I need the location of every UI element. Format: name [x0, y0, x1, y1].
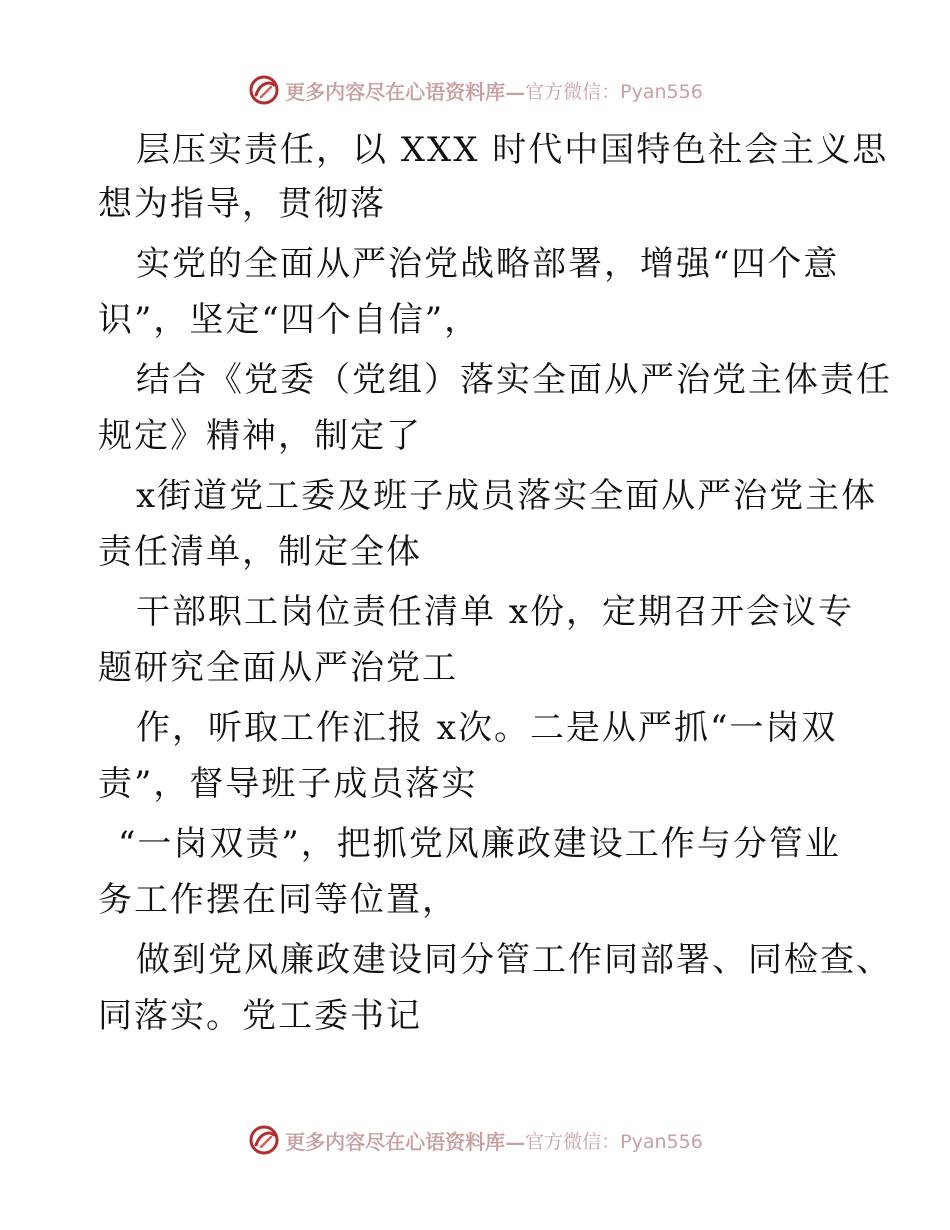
body-line: 想为指导，贯彻落 — [98, 184, 386, 224]
watermark-brand-text: 更多内容尽在心语资料库— — [285, 1129, 526, 1154]
watermark-wechat-text: 官方微信：Pyan556 — [525, 80, 703, 103]
body-line: 务工作摆在同等位置， — [98, 880, 458, 920]
body-line: x街道党工委及班子成员落实全面从严治党主体 — [136, 476, 878, 516]
watermark-brand-text: 更多内容尽在心语资料库— — [285, 79, 526, 104]
brand-logo-icon — [247, 1123, 281, 1157]
brand-logo-icon — [247, 73, 281, 107]
watermark-wechat-text: 官方微信：Pyan556 — [525, 1130, 703, 1153]
body-line: “一岗双责”，把抓党风廉政建设工作与分管业 — [118, 824, 841, 864]
body-line: 结合《党委（党组）落实全面从严治党主体责任 — [136, 360, 892, 400]
body-line: 作，听取工作汇报 x次。二是从严抓“一岗双 — [136, 708, 838, 748]
body-line: 题研究全面从严治党工 — [98, 648, 458, 688]
body-line: 做到党风廉政建设同分管工作同部署、同检查、 — [136, 940, 892, 980]
body-line: 同落实。党工委书记 — [98, 996, 422, 1036]
body-line: 层压实责任，以 XXX 时代中国特色社会主义思 — [136, 130, 889, 170]
body-line: 实党的全面从严治党战略部署，增强“四个意 — [136, 244, 840, 284]
body-line: 规定》精神，制定了 — [98, 416, 422, 456]
header-watermark — [0, 70, 950, 110]
body-line: 干部职工岗位责任清单 x份，定期召开会议专 — [136, 592, 854, 632]
body-line: 责”，督导班子成员落实 — [98, 764, 478, 804]
footer-watermark — [0, 1120, 950, 1160]
body-line: 责任清单，制定全体 — [98, 532, 422, 572]
body-line: 识”，坚定“四个自信”， — [98, 300, 481, 340]
